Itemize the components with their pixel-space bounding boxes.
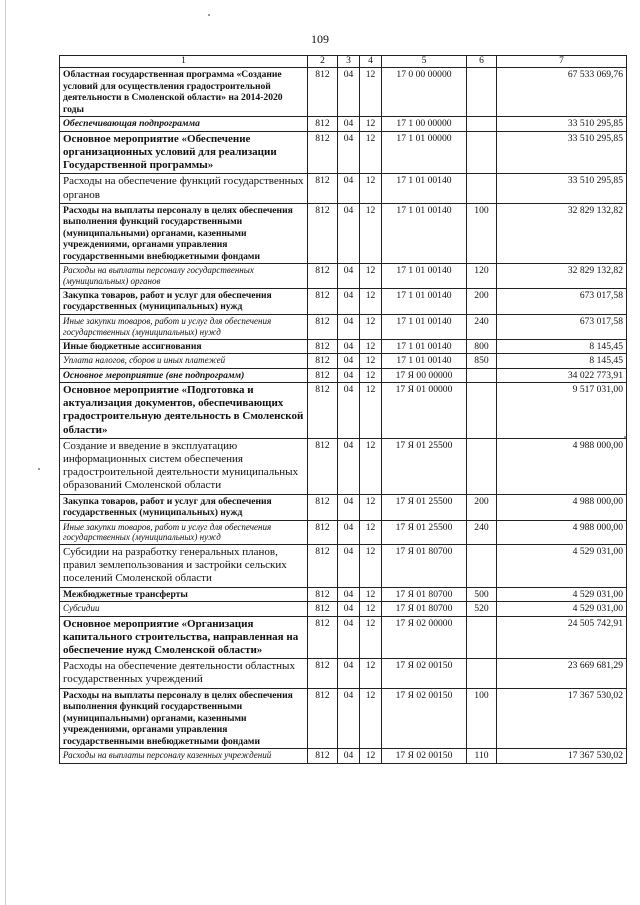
row-amount: 4 988 000,00 (497, 520, 627, 545)
row-grbs-code: 812 (308, 587, 338, 602)
row-target-article: 17 Я 02 00150 (382, 659, 467, 688)
row-amount: 17 367 530,02 (497, 688, 627, 749)
row-section-code: 04 (338, 688, 360, 749)
row-expense-type (467, 383, 497, 439)
row-name: Создание и введение в эксплуатацию информационных систем обеспечения градостроительной деятельности муниципальных образований Смоленской области (60, 438, 308, 494)
row-amount: 673 017,58 (497, 314, 627, 339)
row-name: Расходы на выплаты персоналу государственных (муниципальных) органов (60, 264, 308, 289)
row-expense-type (467, 659, 497, 688)
row-expense-type (467, 616, 497, 659)
table-row (60, 688, 627, 749)
table-header (60, 56, 627, 68)
row-grbs-code: 812 (308, 354, 338, 369)
table-row (60, 438, 627, 494)
row-subsection-code: 12 (360, 383, 382, 439)
row-expense-type: 240 (467, 314, 497, 339)
row-name: Иные закупки товаров, работ и услуг для обеспечения государственных (муниципальных) нужд (60, 314, 308, 339)
row-expense-type (467, 545, 497, 588)
table-row (60, 659, 627, 688)
row-expense-type: 100 (467, 688, 497, 749)
row-grbs-code: 812 (308, 545, 338, 588)
row-expense-type: 520 (467, 602, 497, 617)
row-expense-type (467, 174, 497, 203)
row-subsection-code: 12 (360, 438, 382, 494)
table-body (60, 68, 627, 763)
row-grbs-code: 812 (308, 494, 338, 520)
row-expense-type (467, 438, 497, 494)
row-expense-type (467, 368, 497, 383)
row-amount: 4 529 031,00 (497, 602, 627, 617)
row-amount: 67 533 069,76 (497, 68, 627, 117)
table-row (60, 131, 627, 174)
row-expense-type: 120 (467, 264, 497, 289)
table-row (60, 602, 627, 617)
row-amount: 33 510 295,85 (497, 131, 627, 174)
row-expense-type: 200 (467, 288, 497, 314)
row-subsection-code: 12 (360, 616, 382, 659)
row-amount: 24 505 742,91 (497, 616, 627, 659)
row-target-article: 17 Я 00 00000 (382, 368, 467, 383)
row-grbs-code: 812 (308, 383, 338, 439)
row-expense-type: 850 (467, 354, 497, 369)
row-name: Расходы на выплаты персоналу в целях обеспечения выполнения функций государственными (муниципальными) органами, казенными учреждениями, органами управления государственными внебюджетными фондами (60, 203, 308, 264)
table-row (60, 383, 627, 439)
row-expense-type (467, 131, 497, 174)
row-subsection-code: 12 (360, 545, 382, 588)
row-section-code: 04 (338, 203, 360, 264)
row-section-code: 04 (338, 68, 360, 117)
row-subsection-code: 12 (360, 659, 382, 688)
row-subsection-code: 12 (360, 368, 382, 383)
page-number: 109 (311, 32, 329, 46)
header-col-4: 4 (360, 56, 382, 68)
table-row (60, 368, 627, 383)
row-expense-type: 110 (467, 749, 497, 764)
row-name: Уплата налогов, сборов и иных платежей (60, 354, 308, 369)
row-section-code: 04 (338, 494, 360, 520)
scan-margin-line (5, 0, 6, 905)
row-grbs-code: 812 (308, 520, 338, 545)
row-target-article: 17 1 01 00140 (382, 339, 467, 354)
row-amount: 4 988 000,00 (497, 438, 627, 494)
row-amount: 4 988 000,00 (497, 494, 627, 520)
row-subsection-code: 12 (360, 494, 382, 520)
row-subsection-code: 12 (360, 203, 382, 264)
row-section-code: 04 (338, 587, 360, 602)
header-col-1: 1 (60, 56, 308, 68)
scan-speck (208, 14, 210, 16)
row-section-code: 04 (338, 117, 360, 132)
row-subsection-code: 12 (360, 688, 382, 749)
row-target-article: 17 Я 01 00000 (382, 383, 467, 439)
row-subsection-code: 12 (360, 314, 382, 339)
row-section-code: 04 (338, 659, 360, 688)
table-row (60, 616, 627, 659)
table-row (60, 174, 627, 203)
row-grbs-code: 812 (308, 117, 338, 132)
row-name: Основное мероприятие (вне подпрограмм) (60, 368, 308, 383)
row-amount: 33 510 295,85 (497, 174, 627, 203)
table-row (60, 288, 627, 314)
row-section-code: 04 (338, 749, 360, 764)
row-name: Межбюджетные трансферты (60, 587, 308, 602)
row-target-article: 17 1 01 00140 (382, 264, 467, 289)
row-amount: 8 145,45 (497, 339, 627, 354)
row-name: Расходы на выплаты персоналу казенных учреждений (60, 749, 308, 764)
row-section-code: 04 (338, 131, 360, 174)
row-target-article: 17 Я 01 25500 (382, 438, 467, 494)
row-grbs-code: 812 (308, 264, 338, 289)
row-target-article: 17 Я 02 00150 (382, 749, 467, 764)
row-target-article: 17 1 01 00140 (382, 203, 467, 264)
row-grbs-code: 812 (308, 616, 338, 659)
row-grbs-code: 812 (308, 339, 338, 354)
row-amount: 17 367 530,02 (497, 749, 627, 764)
row-subsection-code: 12 (360, 264, 382, 289)
row-target-article: 17 Я 01 80700 (382, 602, 467, 617)
row-section-code: 04 (338, 264, 360, 289)
row-target-article: 17 Я 01 25500 (382, 520, 467, 545)
row-amount: 8 145,45 (497, 354, 627, 369)
row-grbs-code: 812 (308, 68, 338, 117)
table-row (60, 545, 627, 588)
row-expense-type: 500 (467, 587, 497, 602)
row-subsection-code: 12 (360, 587, 382, 602)
row-amount: 4 529 031,00 (497, 545, 627, 588)
table-row (60, 68, 627, 117)
row-target-article: 17 Я 02 00000 (382, 616, 467, 659)
row-section-code: 04 (338, 602, 360, 617)
header-col-7: 7 (497, 56, 627, 68)
table-row (60, 494, 627, 520)
header-col-2: 2 (308, 56, 338, 68)
row-target-article: 17 1 01 00140 (382, 174, 467, 203)
budget-table (59, 55, 627, 764)
header-col-6: 6 (467, 56, 497, 68)
table-row (60, 117, 627, 132)
row-grbs-code: 812 (308, 203, 338, 264)
table-row (60, 314, 627, 339)
table-row (60, 203, 627, 264)
row-name: Субсидии на разработку генеральных планов, правил землепользования и застройки сельских поселений Смоленской области (60, 545, 308, 588)
row-amount: 4 529 031,00 (497, 587, 627, 602)
row-target-article: 17 Я 01 80700 (382, 545, 467, 588)
row-amount: 23 669 681,29 (497, 659, 627, 688)
row-target-article: 17 Я 01 25500 (382, 494, 467, 520)
row-section-code: 04 (338, 288, 360, 314)
row-subsection-code: 12 (360, 749, 382, 764)
table-row (60, 264, 627, 289)
table-row (60, 587, 627, 602)
row-subsection-code: 12 (360, 520, 382, 545)
row-subsection-code: 12 (360, 131, 382, 174)
row-section-code: 04 (338, 520, 360, 545)
row-grbs-code: 812 (308, 174, 338, 203)
row-expense-type: 100 (467, 203, 497, 264)
row-section-code: 04 (338, 616, 360, 659)
row-name: Иные закупки товаров, работ и услуг для обеспечения государственных (муниципальных) нужд (60, 520, 308, 545)
row-target-article: 17 1 01 00140 (382, 288, 467, 314)
row-name: Расходы на обеспечение функций государственных органов (60, 174, 308, 203)
row-expense-type (467, 68, 497, 117)
row-grbs-code: 812 (308, 438, 338, 494)
row-grbs-code: 812 (308, 288, 338, 314)
row-subsection-code: 12 (360, 117, 382, 132)
row-grbs-code: 812 (308, 749, 338, 764)
row-target-article: 17 Я 01 80700 (382, 587, 467, 602)
row-grbs-code: 812 (308, 314, 338, 339)
row-subsection-code: 12 (360, 68, 382, 117)
row-section-code: 04 (338, 339, 360, 354)
row-target-article: 17 1 01 00140 (382, 314, 467, 339)
row-section-code: 04 (338, 354, 360, 369)
row-section-code: 04 (338, 438, 360, 494)
row-name: Основное мероприятие «Подготовка и актуализация документов, обеспечивающих градостроительную деятельность в Смоленской области» (60, 383, 308, 439)
row-section-code: 04 (338, 545, 360, 588)
table-row (60, 354, 627, 369)
row-amount: 32 829 132,82 (497, 264, 627, 289)
row-name: Основное мероприятие «Организация капитального строительства, направленная на обеспечение нужд Смоленской области» (60, 616, 308, 659)
row-amount: 34 022 773,91 (497, 368, 627, 383)
row-target-article: 17 Я 02 00150 (382, 688, 467, 749)
header-col-3: 3 (338, 56, 360, 68)
row-expense-type: 240 (467, 520, 497, 545)
table-row (60, 749, 627, 764)
row-grbs-code: 812 (308, 659, 338, 688)
table-row (60, 339, 627, 354)
row-subsection-code: 12 (360, 174, 382, 203)
table-row (60, 520, 627, 545)
row-grbs-code: 812 (308, 368, 338, 383)
row-target-article: 17 1 00 00000 (382, 117, 467, 132)
header-row (60, 56, 627, 68)
row-subsection-code: 12 (360, 339, 382, 354)
header-col-5: 5 (382, 56, 467, 68)
row-section-code: 04 (338, 314, 360, 339)
row-subsection-code: 12 (360, 288, 382, 314)
row-amount: 33 510 295,85 (497, 117, 627, 132)
row-target-article: 17 0 00 00000 (382, 68, 467, 117)
row-amount: 32 829 132,82 (497, 203, 627, 264)
row-name: Обеспечивающая подпрограмма (60, 117, 308, 132)
row-name: Закупка товаров, работ и услуг для обеспечения государственных (муниципальных) нужд (60, 288, 308, 314)
row-grbs-code: 812 (308, 688, 338, 749)
row-section-code: 04 (338, 383, 360, 439)
row-name: Основное мероприятие «Обеспечение организационных условий для реализации Государственной программы» (60, 131, 308, 174)
row-subsection-code: 12 (360, 602, 382, 617)
row-name: Иные бюджетные ассигнования (60, 339, 308, 354)
row-target-article: 17 1 01 00140 (382, 354, 467, 369)
row-target-article: 17 1 01 00000 (382, 131, 467, 174)
row-section-code: 04 (338, 368, 360, 383)
row-name: Закупка товаров, работ и услуг для обеспечения государственных (муниципальных) нужд (60, 494, 308, 520)
row-expense-type: 200 (467, 494, 497, 520)
row-grbs-code: 812 (308, 131, 338, 174)
row-name: Расходы на выплаты персоналу в целях обеспечения выполнения функций государственными (муниципальными) органами, казенными учреждениями, органами управления государственными внебюджетными фондами (60, 688, 308, 749)
row-name: Расходы на обеспечение деятельности областных государственных учреждений (60, 659, 308, 688)
row-amount: 9 517 031,00 (497, 383, 627, 439)
row-expense-type: 800 (467, 339, 497, 354)
row-expense-type (467, 117, 497, 132)
scan-speck (38, 468, 40, 470)
row-grbs-code: 812 (308, 602, 338, 617)
row-section-code: 04 (338, 174, 360, 203)
row-name: Субсидии (60, 602, 308, 617)
row-name: Областная государственная программа «Создание условий для осуществления градостроительной деятельности в Смоленской области» на 2014-2020 годы (60, 68, 308, 117)
row-amount: 673 017,58 (497, 288, 627, 314)
row-subsection-code: 12 (360, 354, 382, 369)
